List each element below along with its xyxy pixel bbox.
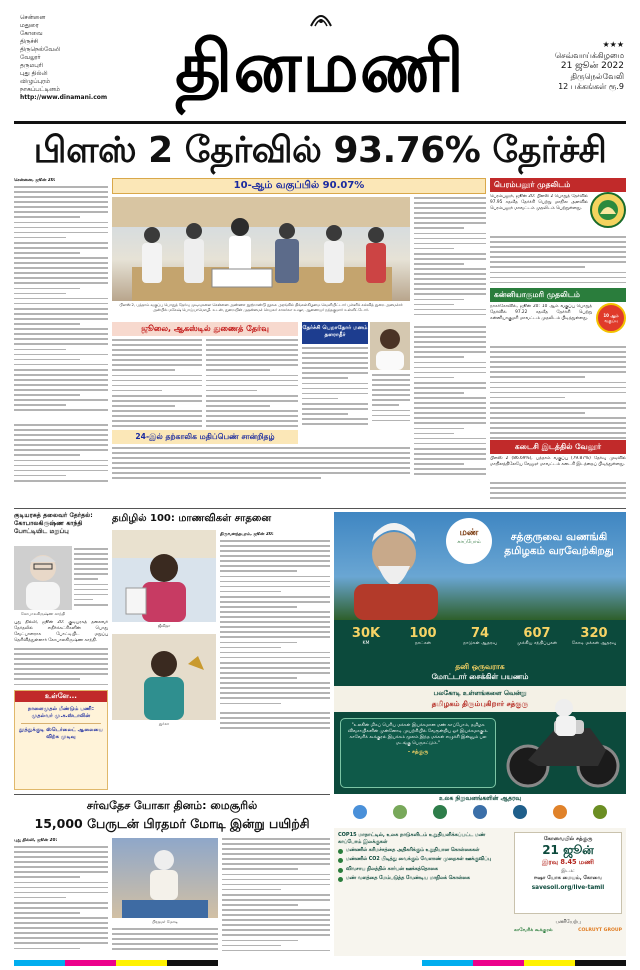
edition-item: நாகப்பட்டினம்: [20, 86, 60, 93]
ad-stat-label: முக்கிய சந்திப்புகள்: [516, 641, 558, 646]
ad-action-item: [338, 857, 510, 863]
edition-item: புது தில்லி: [20, 70, 48, 77]
lead-col1: [14, 178, 108, 422]
ad-stat: [340, 626, 392, 656]
ad-action-text: மண்ணில் கரிமச்சத்தை அதிகரிக்கும் உறுதியான கொள்கைகள்: [346, 848, 480, 853]
issue-day: செவ்வாய்க்கிழமை: [554, 50, 624, 60]
kanyakumari-title: கன்னியாகுமரி முதலிடம்: [494, 290, 580, 299]
class10-badge-text: 10 ஆம் வகுப்பு: [603, 313, 619, 323]
tamil100-caption1: ஜீவிதா: [157, 623, 171, 628]
edition-item: கோவை: [20, 30, 43, 37]
lead-dateline: சென்னை, ஜூன் 20:: [14, 178, 56, 183]
ad-support: [334, 794, 626, 828]
yoga-body-c: [222, 838, 330, 956]
ad-action-text: மண் வளத்தை மேம்படுத்த வேண்டிய மாநிலக் கொள்கை: [346, 876, 470, 882]
edition-item: திருநெல்வேலி: [20, 46, 61, 53]
ad-quote-box: [340, 718, 496, 788]
ad-brands: [514, 928, 622, 934]
box-supplementary-title: ஜூலை, ஆகஸ்டில் துணைத் தேர்வு: [141, 324, 269, 333]
gandhi-text: புது தில்லி, ஜூன் 20: குடியரசுத் தலைவர் தேர்தலில் எதிர்க்கட்சிகளின் பொது வேட்பாளராக போட்டியிட மறுப்பு தெரிவித்துள்ளார் கோபாலகிருஷ்ண காந்தி.: [14, 620, 108, 643]
tamil100-body: [220, 540, 330, 710]
perambalur-title: பெரம்பலூர் முதலிடம்: [494, 180, 571, 189]
ad-stat: [397, 626, 449, 656]
masthead-divider: [14, 121, 626, 124]
ad-stat-label: நாடுகள் ஆதரவு: [463, 641, 497, 646]
tamil100-dateline: திருவனந்தபுரம், ஜூன் 20:: [220, 532, 274, 537]
vellore-more: [490, 482, 626, 506]
kanyakumari-more: [490, 346, 626, 442]
ad-action-item: [338, 867, 510, 873]
ad-stat-value: 320: [580, 626, 608, 641]
ad-action-text: விவசாய நிலத்தில் கார்பன் ஊக்கத்தொகை: [346, 866, 438, 872]
student-photo-icon: [112, 634, 216, 720]
lead-headline: பிளஸ் 2 தேர்வில் 93.76% தேர்ச்சி: [33, 130, 607, 171]
ad-brand1: காவேரிக் கூக்குரல்: [514, 928, 553, 933]
editions-list: [20, 14, 130, 102]
ad-action-item: [338, 876, 510, 882]
partner-logo-icon: [433, 805, 447, 819]
ad-trip: [334, 662, 626, 682]
masthead-emblem: [308, 8, 334, 28]
ad-stat-value: 30K: [351, 626, 381, 641]
ad-logo: [446, 518, 492, 564]
kanyakumari-box: [490, 288, 626, 302]
yoga-photo-icon: [112, 838, 218, 918]
inside-item[interactable]: தூத்துக்குடி ஸ்டெர்லைட் ஆலையை விற்க முடிவு: [19, 727, 103, 740]
edition-item: விழுப்புரம்: [20, 78, 51, 85]
ad-event-city: கோவையில் சத்குரு: [543, 836, 593, 842]
ad-partner-label: பணியேற்பு: [555, 920, 581, 925]
yoga-body: [14, 846, 108, 954]
check-icon: [338, 868, 343, 873]
lead-col4: [414, 326, 486, 482]
issue-pages: 12 பக்கங்கள் ரூ.9: [558, 82, 624, 91]
perambalur-more: [490, 236, 626, 286]
ad-lower: [334, 828, 626, 956]
ad-trip-line1: தனி ஒருவராக: [455, 662, 505, 671]
tamil100-body-b: [220, 712, 330, 736]
class10-badge: [596, 303, 626, 333]
inside-item[interactable]: நாளைமுதல் மீண்டும் பணி: முதல்வர் மு.க.ஸ்டாலின்: [28, 706, 94, 719]
yoga-headline1: சர்வதேச யோகா தினம்: மைசூரில்: [86, 799, 258, 812]
stars: ★★★: [602, 40, 624, 49]
partner-logo-icon: [473, 805, 487, 819]
masthead-dateblock: [478, 40, 624, 93]
group-photo-icon: [112, 197, 410, 301]
ad-event-box: [514, 832, 622, 914]
ad-stat-label: நாட்கள்: [414, 641, 432, 646]
yoga-headline2: 15,000 பேருடன் பிரதமர் மோடி இன்று பயிற்சி: [34, 816, 310, 831]
ad-event-time: இரவு 8.45 மணி: [541, 858, 595, 866]
box-supplementary: [112, 322, 298, 336]
lead-tail-text: [112, 447, 410, 483]
check-icon: [338, 877, 343, 882]
ad-action-item: [338, 848, 510, 854]
gandhi-side-text: [74, 548, 108, 610]
sadhguru-portrait-icon: [334, 512, 464, 620]
ad-stat: [454, 626, 506, 656]
issue-edition: திருநெல்வேலி: [570, 71, 624, 81]
box-failed-students-title: தேர்ச்சி பெறாதோர் மனம் தளராதீர்: [302, 325, 368, 338]
ad-trip-line2: மோட்டார் சைக்கிள் பயணம்: [431, 672, 529, 681]
vellore-title: கடைசி இடத்தில் வேலூர்: [514, 442, 602, 451]
edition-item: சென்னை: [20, 14, 46, 21]
partner-logo-icon: [553, 805, 567, 819]
ad-logo-bottom: காப்போம்: [457, 539, 481, 545]
ad-support-title: உலக நிறுவனங்களின் ஆதரவு: [439, 795, 521, 802]
edition-item: திருச்சி: [20, 38, 39, 45]
ad-stats: [340, 626, 620, 656]
lead-photo-caption: பிளஸ் 2, பத்தாம் வகுப்பு பொதுத் தேர்வு முடிவுகளை சென்னை அண்ணா நூற்றாண்டு நூலக அரங்கில் திங்கள்கிழமை வெளியிட்டார் பள்ளிக் கல்வித் துறை அமைச்சர் அன்பில் மகேஷ் பொய்யாமொழி. உடன், துறையின் முதன்மைச் செயலர் காகர்லா உஷா, ஆணையர் நந்தகுமார் உள்ளிட்டோர்.: [119, 302, 403, 312]
yoga-photo: [112, 838, 218, 918]
ad-actions: [338, 848, 510, 886]
gandhi-headline: குடியரசுத் தலைவர் தேர்தல்: கோபாலகிருஷ்ண காந்தி போட்டியிட மறுப்பு: [14, 512, 93, 535]
yoga-body-b: [112, 928, 218, 956]
vellore-text: பிளஸ் 2 (86.69%), பத்தாம் வகுப்பு (79.87%) தேர்வு முடிவில் மாநிலத்திலேயே வேலூர் மாவட்டம் கடைசி இடத்தைப் பிடித்துள்ளது.: [490, 456, 626, 467]
ad-event-date: 21 ஜூன்: [542, 843, 594, 857]
portrait-icon: [14, 546, 72, 610]
ad-stat-label: KM: [362, 641, 370, 646]
box-failed-text: [302, 347, 368, 427]
perambalur-box: [490, 178, 626, 192]
ad-website[interactable]: savesoil.org/live-tamil: [531, 884, 605, 891]
ad-quote-author: - சத்குரு: [407, 749, 429, 755]
minister-photo: [370, 322, 410, 370]
yoga-divider: [14, 794, 330, 795]
partner-logo-icon: [513, 805, 527, 819]
box-failed-text-b: [372, 374, 410, 426]
inside-title: உள்ளே...: [15, 691, 107, 702]
ad-logo-top: மண்: [459, 528, 479, 538]
ad-title: சத்குருவை வணங்கி தமிழகம் வரவேற்கிறது: [504, 531, 614, 557]
yoga-dateline: புது தில்லி, ஜூன் 20:: [14, 838, 58, 843]
tamil100-caption2: துர்கா: [158, 721, 170, 726]
ad-bar-line1: பலகோடி உள்ளங்களை வென்று: [433, 689, 527, 697]
tamil100-headline: தமிழில் 100: மாணவிகள் சாதனை: [112, 513, 272, 524]
issue-date: 21 ஜூன் 2022: [560, 61, 624, 71]
ad-stat-label: கோடி மக்கள் ஆதரவு: [571, 641, 617, 646]
box-supplementary-text: [112, 339, 202, 429]
district-seal-icon: [590, 192, 626, 228]
motorcycle-icon: [498, 690, 626, 792]
portrait-icon: [370, 322, 410, 370]
tamil100-photo1: [112, 530, 216, 622]
lead-body-text: [14, 186, 108, 422]
yoga-caption: பிரதமர் மோடி: [151, 919, 179, 924]
masthead-logo: தினமணி: [175, 26, 465, 108]
ad-stat: [568, 626, 620, 656]
lead-photo: [112, 197, 410, 301]
ad-brand2: COLRUYT GROUP: [578, 928, 622, 933]
tamil100-photo2: [112, 634, 216, 720]
vellore-box: [490, 440, 626, 454]
partner-logo-icon: [593, 805, 607, 819]
ad-stat-value: 74: [470, 626, 490, 641]
inside-box: [14, 690, 108, 790]
ad-stat-value: 100: [409, 626, 437, 641]
gandhi-caption: கோபாலகிருஷ்ண காந்தி: [20, 611, 66, 616]
box-marksheet-title: 24-இல் தற்காலிக மதிப்பெண் சான்றிதழ்: [135, 432, 275, 441]
masthead: [0, 0, 640, 120]
check-icon: [338, 849, 343, 854]
box-supplementary-text-b: [206, 339, 298, 429]
ad-quote: "உலகின் மிகப் பெரிய மக்கள் இயக்கமான மண் காப்போம், தமிழக விவசாயிகளின் முன்னோடி முயற்சியில் வேரூன்றிய ஓர் இயக்கமாகும். காவேரிக் கூக்குரல் இயக்கம் மூலம் இந்த மக்கள் எழுச்சி இன்னும் பல மடங்கு பெருகட்டும்.": [347, 723, 489, 746]
ad-bar-line2: தமிழகம் திரும்புகிறார் சத்குரு: [431, 699, 529, 708]
lead-col3: [414, 197, 486, 322]
lead-banner-text: 10-ஆம் வகுப்பில் 90.07%: [233, 180, 365, 191]
lead-banner: [112, 178, 486, 194]
kanyakumari-text: நாகர்கோவில், ஜூன் 20: 10 ஆம் வகுப்பு பொதுத் தேர்வில் 97.22 சதவீத தேர்ச்சி பெற்று கன்னியாகுமரி மாவட்டம் முதலிடம் பிடித்துள்ளது.: [490, 304, 592, 321]
edition-item: தருமபுரி: [20, 62, 44, 69]
emblem-icon: [308, 8, 334, 28]
lead-col3-text: [414, 197, 486, 322]
edition-item: வேலூர்: [20, 54, 41, 61]
ad-stat: [511, 626, 563, 656]
ad-action-text: மண்ணில் CO2 பிடித்து வைக்கும் வேளாண் முறைகள் ஊக்குவிப்பு: [346, 857, 492, 863]
print-color-bar: [14, 960, 626, 966]
perambalur-emblem: [590, 192, 626, 228]
ad-cop15-note: COP15 மாநாட்டில், உலக நாடுகளிடம் உறுதியளிக்கப்பட்ட மண் காப்போம் இலக்குகள்: [338, 832, 486, 845]
ad-partner-logos: [334, 803, 626, 821]
site-url[interactable]: http://www.dinamani.com: [20, 94, 108, 101]
ad-venue: ஈஷா யோக மையம், கோவை: [533, 875, 603, 881]
un-logo-icon: [353, 805, 367, 819]
lead-col1-lower: [14, 424, 108, 484]
section-divider: [14, 508, 626, 509]
partner-logo-icon: [393, 805, 407, 819]
check-icon: [338, 858, 343, 863]
ad-venue-label: இடம்:: [561, 869, 575, 874]
student-photo-icon: [112, 530, 216, 622]
box-failed-students: [302, 322, 368, 344]
edition-item: மதுரை: [20, 22, 39, 29]
gandhi-photo: [14, 546, 72, 610]
save-soil-ad[interactable]: [334, 512, 626, 956]
perambalur-text: பெரம்பலூர், ஜூன் 20: பிளஸ் 2 பொதுத் தேர்வில் 97.95 சதவீத தேர்ச்சி பெற்று மாநில அளவில் பெரம்பலூர் மாவட்டம் முதலிடம் பெற்றுள்ளது.: [490, 194, 588, 211]
ad-stat-value: 607: [523, 626, 551, 641]
box-marksheet: [112, 430, 298, 444]
gandhi-more: [14, 648, 108, 688]
